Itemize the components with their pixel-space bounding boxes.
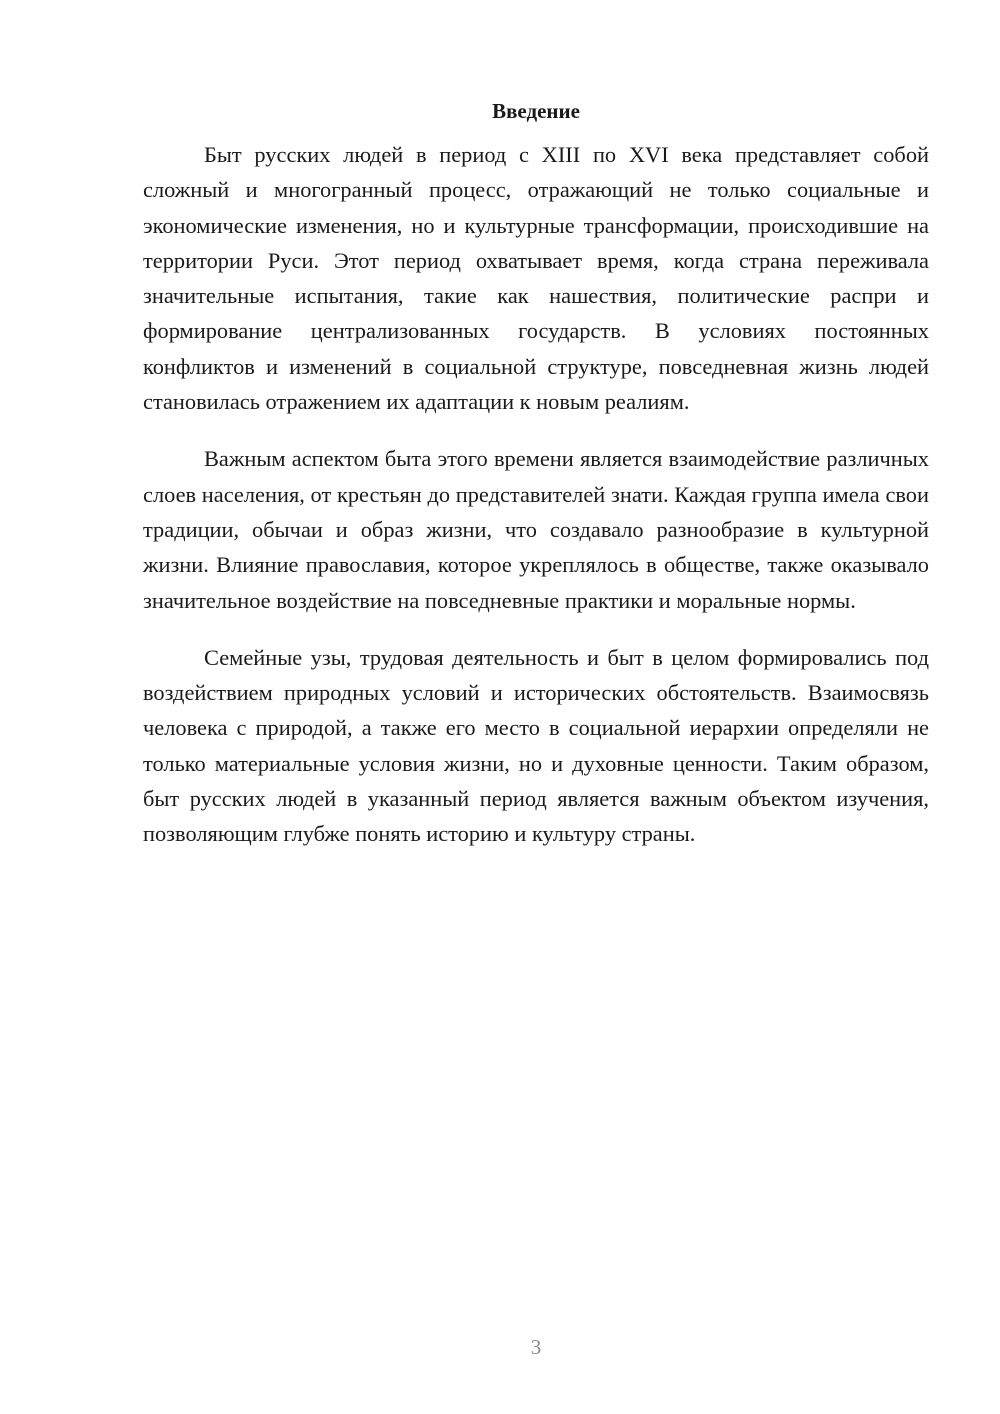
document-body xyxy=(143,97,929,874)
paragraph-2: Важным аспектом быта этого времени является взаимодействие различных слоев населения, от крестьян до представителей знати. Каждая группа имела свои традиции, обычаи и образ жизни, что создавало разнообразие в культурной жизни. Влияние православия, которое укреплялось в обществе, также оказывало значительное воздействие на повседневные практики и моральные нормы. xyxy=(143,446,929,613)
paragraph-3: Семейные узы, трудовая деятельность и быт в целом формировались под воздействием природных условий и исторических обстоятельств. Взаимосвязь человека с природой, а также его место в социальной иерархии определяли не только материальные условия жизни, но и духовные ценности. Таким образом, быт русских людей в указанный период является важным объектом изучения, позволяющим глубже понять историю и культуру страны. xyxy=(143,644,929,847)
paragraph-1: Быт русских людей в период с XIII по XVI века представляет собой сложный и многогранный процесс, отражающий не только социальные и экономические изменения, но и культурные трансформации, происходившие на территории Руси. Этот период охватывает время, когда страна переживала значительные испытания, такие как нашествия, политические распри и формирование централизованных государств. В условиях постоянных конфликтов и изменений в социальной структуре, повседневная жизнь людей становилась отражением их адаптации к новым реалиям. xyxy=(143,142,929,415)
section-heading: Введение xyxy=(492,99,580,123)
page-number: 3 xyxy=(530,1335,542,1359)
